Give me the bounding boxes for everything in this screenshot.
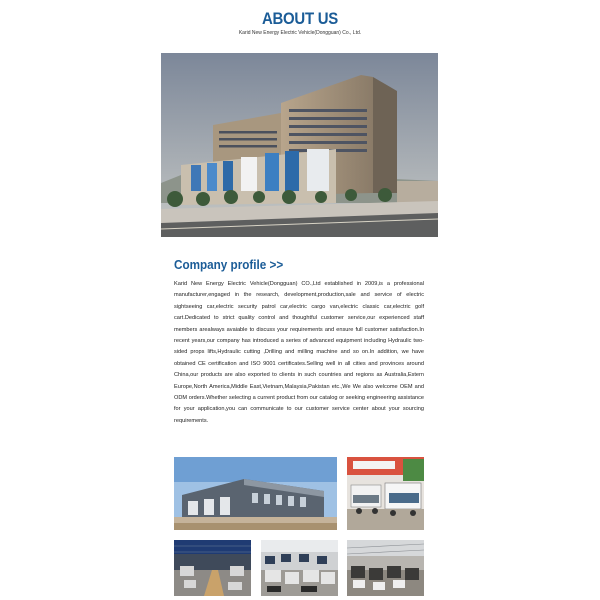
factory-exterior-photo [174, 457, 337, 530]
page-title: ABOUT US [261, 9, 339, 28]
headquarters-photo [161, 53, 438, 237]
section-heading: Company profile >> [174, 257, 284, 272]
company-name-subtitle: Karid New Energy Electric Vehicle(Dongguan) Co., Ltd. [238, 30, 362, 36]
assembly-workshop-photo [174, 540, 251, 596]
company-profile-text: Karid New Energy Electric Vehicle(Dongguan) CO.,Ltd established in 2009,is a professional manufacturer,engaged in the research, development,production,sale and service of electric sightseeing car,electric security patrol car,electric cargo van,electric classic car,electric golf cart.Dedicated to strict quality control and thoughtful customer service,our experienced staff members arealways avaiable to discuss your requirements and ensure full customer satisfaction.In recent years,our company has introduced a series of advanced equipment including Hydraulic two-sided props lifts,Hydraulic cutting ,Drilling and milling machine and so on.In addition, we have obtained CE certification and ISO 9001 certificates.Selling well in all cities and provinces around China,our products are also exported to clients in such countries and regions as Australia,Estern Europe,North America,Middle East,Vietnam,Malaysia,Pakistan etc.,We We also welcome OEM and ODM orders.Whether selecting a current product from our catalog or seeking engineering assistance for your application,you can communicate to our customer service center about your sourcing requirements. [174, 281, 424, 424]
vehicle-storage-photo [347, 540, 424, 596]
vehicle-showroom-photo [347, 457, 424, 530]
production-line-photo [261, 540, 338, 596]
